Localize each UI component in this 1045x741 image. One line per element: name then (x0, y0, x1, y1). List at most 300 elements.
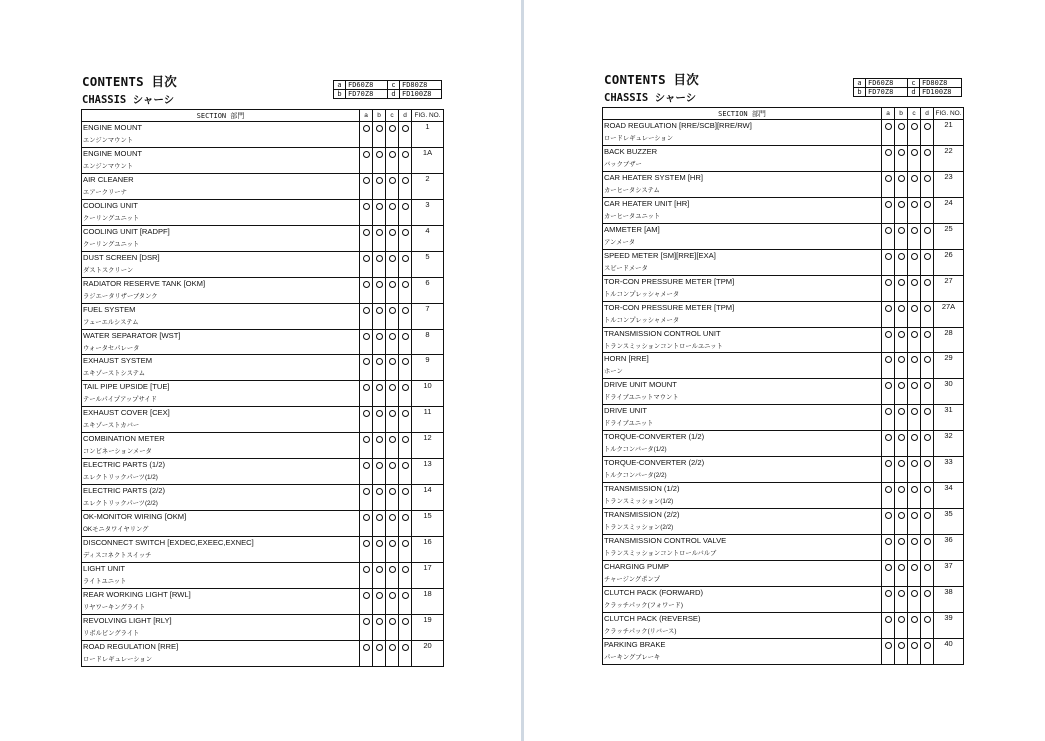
section-name: TRANSMISSION CONTROL VALVE (604, 536, 727, 545)
contents-table (81, 109, 444, 667)
model-c-cell (386, 537, 399, 563)
model-c-cell (386, 122, 399, 148)
model-d-cell (921, 301, 934, 327)
section-name-japanese: トランスミッションコントロールユニット (604, 342, 723, 350)
section-name: DRIVE UNIT MOUNT (604, 380, 677, 390)
model-b-cell (895, 197, 908, 223)
applicable-circle-icon (389, 644, 396, 651)
applicable-circle-icon (911, 201, 918, 208)
table-row (603, 301, 964, 327)
model-c-cell (908, 586, 921, 612)
applicable-circle-icon (376, 333, 383, 340)
applicable-circle-icon (898, 434, 905, 441)
section-name-cell (82, 614, 360, 640)
model-a-cell (882, 405, 895, 431)
fig-no-cell: 28 (934, 327, 964, 353)
table-row (82, 588, 444, 614)
model-a-cell (360, 511, 373, 537)
applicable-circle-icon (389, 410, 396, 417)
section-name-japanese: トランスミッションコントロールバルブ (604, 550, 717, 557)
applicable-circle-icon (911, 616, 918, 623)
table-row (603, 509, 964, 535)
section-name-cell (82, 225, 360, 251)
applicable-circle-icon (376, 592, 383, 599)
fig-no-cell: 7 (412, 303, 444, 329)
model-b-cell (895, 586, 908, 612)
model-b-cell (895, 353, 908, 379)
fig-no-cell: 40 (934, 638, 964, 664)
model-b-cell (895, 431, 908, 457)
applicable-circle-icon (911, 149, 918, 156)
model-name: FD80Z8 (920, 79, 962, 88)
fig-no-cell: 25 (934, 223, 964, 249)
model-legend (333, 80, 442, 99)
model-d-cell (921, 457, 934, 483)
model-d-cell (399, 173, 412, 199)
fig-no-cell: 2 (412, 173, 444, 199)
section-name: CHARGING PUMP (604, 561, 669, 571)
model-d-cell (921, 145, 934, 171)
applicable-circle-icon (885, 382, 892, 389)
applicable-circle-icon (924, 175, 931, 182)
applicable-circle-icon (924, 434, 931, 441)
applicable-circle-icon (911, 356, 918, 363)
model-d-header: d (921, 108, 934, 120)
model-d-header: d (399, 110, 412, 122)
model-a-cell (882, 586, 895, 612)
fig-no-cell: 23 (934, 171, 964, 197)
applicable-circle-icon (376, 488, 383, 495)
table-row (82, 407, 444, 433)
model-key: a (854, 79, 866, 88)
model-a-cell (882, 275, 895, 301)
applicable-circle-icon (402, 203, 409, 210)
applicable-circle-icon (885, 149, 892, 156)
applicable-circle-icon (911, 175, 918, 182)
applicable-circle-icon (376, 281, 383, 288)
section-name-cell (603, 431, 882, 457)
section-name: COOLING UNIT (83, 200, 138, 210)
applicable-circle-icon (911, 123, 918, 130)
model-d-cell (921, 431, 934, 457)
section-name-cell (603, 197, 882, 223)
section-name: COOLING UNIT [RADPF] (83, 226, 170, 236)
model-c-cell (386, 511, 399, 537)
section-name: DISCONNECT SWITCH [EXDEC,EXEEC,EXNEC] (83, 538, 254, 547)
section-name-cell (82, 459, 360, 485)
table-row (603, 120, 964, 146)
model-a-cell (360, 537, 373, 563)
fig-no-cell: 20 (412, 640, 444, 666)
applicable-circle-icon (402, 281, 409, 288)
model-d-cell (921, 327, 934, 353)
section-name-japanese: カーヒータシステム (604, 186, 660, 194)
applicable-circle-icon (898, 201, 905, 208)
model-c-cell (386, 433, 399, 459)
section-name: COMBINATION METER (83, 434, 165, 444)
section-name-japanese: エレクトリックパーツ(2/2) (83, 500, 158, 508)
model-a-cell (882, 457, 895, 483)
model-b-cell (895, 612, 908, 638)
section-name-japanese: ディスコネクトスイッチ (83, 552, 152, 559)
section-name-japanese: クーリングユニット (83, 240, 140, 248)
applicable-circle-icon (389, 514, 396, 521)
applicable-circle-icon (402, 644, 409, 651)
applicable-circle-icon (924, 201, 931, 208)
model-b-cell (373, 199, 386, 225)
model-d-cell (399, 355, 412, 381)
model-b-cell (373, 303, 386, 329)
applicable-circle-icon (898, 356, 905, 363)
applicable-circle-icon (402, 436, 409, 443)
model-a-cell (882, 223, 895, 249)
section-name-cell (603, 638, 882, 664)
applicable-circle-icon (924, 227, 931, 234)
applicable-circle-icon (885, 408, 892, 415)
applicable-circle-icon (898, 460, 905, 467)
fig-no-cell: 1A (412, 147, 444, 173)
section-name-cell (82, 277, 360, 303)
model-b-cell (373, 173, 386, 199)
applicable-circle-icon (376, 514, 383, 521)
table-row (82, 485, 444, 511)
applicable-circle-icon (389, 307, 396, 314)
model-c-cell (908, 612, 921, 638)
model-a-cell (882, 535, 895, 561)
model-a-cell (360, 588, 373, 614)
section-name-cell (82, 537, 360, 563)
model-b-cell (895, 249, 908, 275)
model-c-cell (386, 147, 399, 173)
fig-no-cell: 16 (412, 537, 444, 563)
section-name: REAR WORKING LIGHT [RWL] (83, 589, 191, 599)
model-name: FD60Z8 (866, 79, 908, 88)
table-row (82, 537, 444, 563)
section-name: AIR CLEANER (83, 174, 134, 184)
model-d-cell (399, 485, 412, 511)
model-a-cell (882, 171, 895, 197)
applicable-circle-icon (924, 538, 931, 545)
model-b-cell (895, 327, 908, 353)
table-row (82, 225, 444, 251)
model-b-cell (895, 223, 908, 249)
section-name: ENGINE MOUNT (83, 148, 143, 158)
applicable-circle-icon (402, 333, 409, 340)
applicable-circle-icon (389, 358, 396, 365)
fig-no-cell: 12 (412, 433, 444, 459)
model-name: FD100Z8 (920, 88, 962, 97)
section-name-japanese: クラッチパック(フォワード) (604, 601, 683, 609)
table-row (82, 303, 444, 329)
section-name-cell (82, 355, 360, 381)
contents-table (602, 107, 964, 665)
model-b-cell (895, 560, 908, 586)
model-a-cell (360, 355, 373, 381)
model-b-cell (895, 457, 908, 483)
model-c-cell (908, 197, 921, 223)
model-d-cell (399, 407, 412, 433)
applicable-circle-icon (389, 618, 396, 625)
applicable-circle-icon (389, 333, 396, 340)
applicable-circle-icon (376, 255, 383, 262)
model-a-cell (882, 509, 895, 535)
applicable-circle-icon (376, 358, 383, 365)
model-d-cell (921, 535, 934, 561)
model-d-cell (921, 612, 934, 638)
table-row (603, 586, 964, 612)
applicable-circle-icon (924, 331, 931, 338)
model-b-cell (373, 640, 386, 666)
model-name: FD80Z8 (400, 81, 442, 90)
fig-no-cell: 33 (934, 457, 964, 483)
section-name-cell (82, 640, 360, 666)
applicable-circle-icon (402, 229, 409, 236)
model-a-cell (360, 199, 373, 225)
model-name: FD100Z8 (400, 90, 442, 99)
model-d-cell (399, 329, 412, 355)
fig-no-cell: 9 (412, 355, 444, 381)
applicable-circle-icon (402, 592, 409, 599)
applicable-circle-icon (898, 253, 905, 260)
section-name-japanese: フューエルシステム (83, 318, 139, 326)
fig-no-cell: 32 (934, 431, 964, 457)
model-c-cell (386, 277, 399, 303)
section-name-cell (82, 147, 360, 173)
model-c-cell (386, 459, 399, 485)
fig-no-cell: 21 (934, 120, 964, 146)
applicable-circle-icon (389, 540, 396, 547)
applicable-circle-icon (376, 436, 383, 443)
section-name-cell (603, 301, 882, 327)
section-name-cell (82, 199, 360, 225)
section-name: ELECTRIC PARTS (2/2) (83, 486, 166, 496)
section-name-cell (603, 145, 882, 171)
model-c-cell (908, 327, 921, 353)
section-name-cell (603, 509, 882, 535)
model-d-cell (399, 640, 412, 666)
applicable-circle-icon (402, 255, 409, 262)
section-name-japanese: トランスミッション(1/2) (604, 498, 674, 506)
applicable-circle-icon (924, 590, 931, 597)
section-name-cell (82, 433, 360, 459)
model-b-cell (373, 537, 386, 563)
section-name: OK-MONITOR WIRING [OKM] (83, 512, 187, 522)
model-b-cell (373, 147, 386, 173)
applicable-circle-icon (885, 564, 892, 571)
section-header: SECTION 部門 (82, 110, 360, 122)
applicable-circle-icon (363, 177, 370, 184)
applicable-circle-icon (924, 279, 931, 286)
table-row (603, 275, 964, 301)
model-d-cell (921, 638, 934, 664)
table-row (82, 562, 444, 588)
applicable-circle-icon (363, 514, 370, 521)
applicable-circle-icon (898, 616, 905, 623)
model-d-cell (399, 511, 412, 537)
contents-title: CONTENTS 目次 (604, 72, 699, 87)
model-c-cell (908, 353, 921, 379)
section-name-japanese: クーリングユニット (83, 214, 140, 222)
section-name: LIGHT UNIT (83, 563, 126, 573)
section-name: TRANSMISSION (2/2) (604, 510, 680, 520)
applicable-circle-icon (885, 590, 892, 597)
section-name-japanese: ドライブユニットマウント (604, 394, 679, 402)
model-a-cell (360, 407, 373, 433)
applicable-circle-icon (363, 229, 370, 236)
model-c-cell (908, 120, 921, 146)
section-name: FUEL SYSTEM (83, 304, 136, 314)
model-c-cell (386, 251, 399, 277)
applicable-circle-icon (376, 151, 383, 158)
model-b-cell (895, 405, 908, 431)
model-a-cell (882, 483, 895, 509)
applicable-circle-icon (402, 618, 409, 625)
section-name-japanese: トランスミッション(2/2) (604, 524, 674, 532)
applicable-circle-icon (924, 356, 931, 363)
applicable-circle-icon (376, 644, 383, 651)
applicable-circle-icon (389, 566, 396, 573)
model-d-cell (399, 562, 412, 588)
fig-no-cell: 1 (412, 122, 444, 148)
applicable-circle-icon (389, 151, 396, 158)
applicable-circle-icon (402, 514, 409, 521)
section-name-cell (603, 586, 882, 612)
section-name: TRANSMISSION (1/2) (604, 484, 680, 494)
model-b-cell (373, 251, 386, 277)
applicable-circle-icon (924, 460, 931, 467)
model-b-header: b (373, 110, 386, 122)
model-d-cell (399, 199, 412, 225)
applicable-circle-icon (924, 305, 931, 312)
model-c-cell (386, 640, 399, 666)
applicable-circle-icon (363, 592, 370, 599)
model-d-cell (921, 275, 934, 301)
fig-no-cell: 24 (934, 197, 964, 223)
model-c-cell (386, 173, 399, 199)
applicable-circle-icon (911, 642, 918, 649)
model-b-cell (895, 638, 908, 664)
section-name: AMMETER [AM] (604, 224, 660, 234)
table-row (82, 329, 444, 355)
applicable-circle-icon (911, 486, 918, 493)
applicable-circle-icon (376, 618, 383, 625)
contents-body (603, 120, 964, 665)
section-name: DUST SCREEN [DSR] (83, 252, 160, 262)
applicable-circle-icon (885, 227, 892, 234)
applicable-circle-icon (885, 486, 892, 493)
fig-no-cell: 8 (412, 329, 444, 355)
model-d-cell (399, 122, 412, 148)
applicable-circle-icon (389, 203, 396, 210)
model-b-cell (895, 120, 908, 146)
applicable-circle-icon (363, 151, 370, 158)
applicable-circle-icon (389, 229, 396, 236)
section-name-japanese: エンジンマウント (83, 162, 134, 170)
section-name: CLUTCH PACK (FORWARD) (604, 587, 703, 597)
section-name-cell (603, 249, 882, 275)
model-c-cell (386, 381, 399, 407)
model-a-cell (882, 560, 895, 586)
model-c-cell (908, 275, 921, 301)
applicable-circle-icon (402, 307, 409, 314)
section-name-cell (603, 405, 882, 431)
section-name: TOR-CON PRESSURE METER [TPM] (604, 302, 735, 312)
model-c-cell (386, 588, 399, 614)
section-name: ELECTRIC PARTS (1/2) (83, 460, 166, 470)
model-a-cell (360, 122, 373, 148)
section-name-japanese: テールパイプアップサイド (83, 396, 157, 404)
model-b-cell (373, 588, 386, 614)
applicable-circle-icon (402, 462, 409, 469)
section-name-japanese: ラジエータリザーブタンク (83, 292, 158, 300)
model-c-cell (908, 223, 921, 249)
contents-title: CONTENTS 目次 (82, 74, 177, 89)
fig-no-cell: 35 (934, 509, 964, 535)
model-c-header: c (386, 110, 399, 122)
table-row (82, 511, 444, 537)
applicable-circle-icon (376, 384, 383, 391)
model-d-cell (921, 509, 934, 535)
table-row (603, 457, 964, 483)
applicable-circle-icon (363, 281, 370, 288)
section-name-cell (82, 329, 360, 355)
table-row (603, 249, 964, 275)
model-a-cell (882, 327, 895, 353)
model-b-cell (373, 511, 386, 537)
section-name: CAR HEATER UNIT [HR] (604, 198, 690, 208)
section-name-japanese: ダストスクリーン (83, 266, 134, 274)
model-b-cell (373, 407, 386, 433)
table-row (603, 612, 964, 638)
model-a-cell (360, 173, 373, 199)
model-b-cell (373, 614, 386, 640)
model-a-cell (882, 431, 895, 457)
section-name: EXHAUST COVER [CEX] (83, 408, 170, 418)
applicable-circle-icon (389, 125, 396, 132)
model-c-cell (908, 405, 921, 431)
section-name-japanese: バックブザー (604, 160, 642, 168)
model-d-cell (399, 303, 412, 329)
section-name-cell (603, 171, 882, 197)
fig-no-cell: 18 (412, 588, 444, 614)
table-row (603, 197, 964, 223)
model-d-cell (921, 353, 934, 379)
applicable-circle-icon (376, 540, 383, 547)
model-c-cell (908, 431, 921, 457)
applicable-circle-icon (402, 151, 409, 158)
fig-no-cell: 4 (412, 225, 444, 251)
model-a-cell (882, 301, 895, 327)
model-b-cell (373, 381, 386, 407)
applicable-circle-icon (363, 255, 370, 262)
applicable-circle-icon (898, 512, 905, 519)
table-row (603, 638, 964, 664)
applicable-circle-icon (924, 642, 931, 649)
applicable-circle-icon (924, 253, 931, 260)
table-row (82, 381, 444, 407)
section-name-japanese: スピードメータ (604, 264, 648, 272)
model-key: d (908, 88, 920, 97)
section-name-japanese: OKモニタワイヤリング (83, 526, 149, 534)
fig-no-cell: 6 (412, 277, 444, 303)
table-row (82, 355, 444, 381)
model-a-cell (360, 147, 373, 173)
applicable-circle-icon (885, 642, 892, 649)
model-d-cell (399, 381, 412, 407)
section-name-japanese: アンメータ (604, 238, 636, 246)
applicable-circle-icon (376, 177, 383, 184)
model-a-cell (360, 277, 373, 303)
